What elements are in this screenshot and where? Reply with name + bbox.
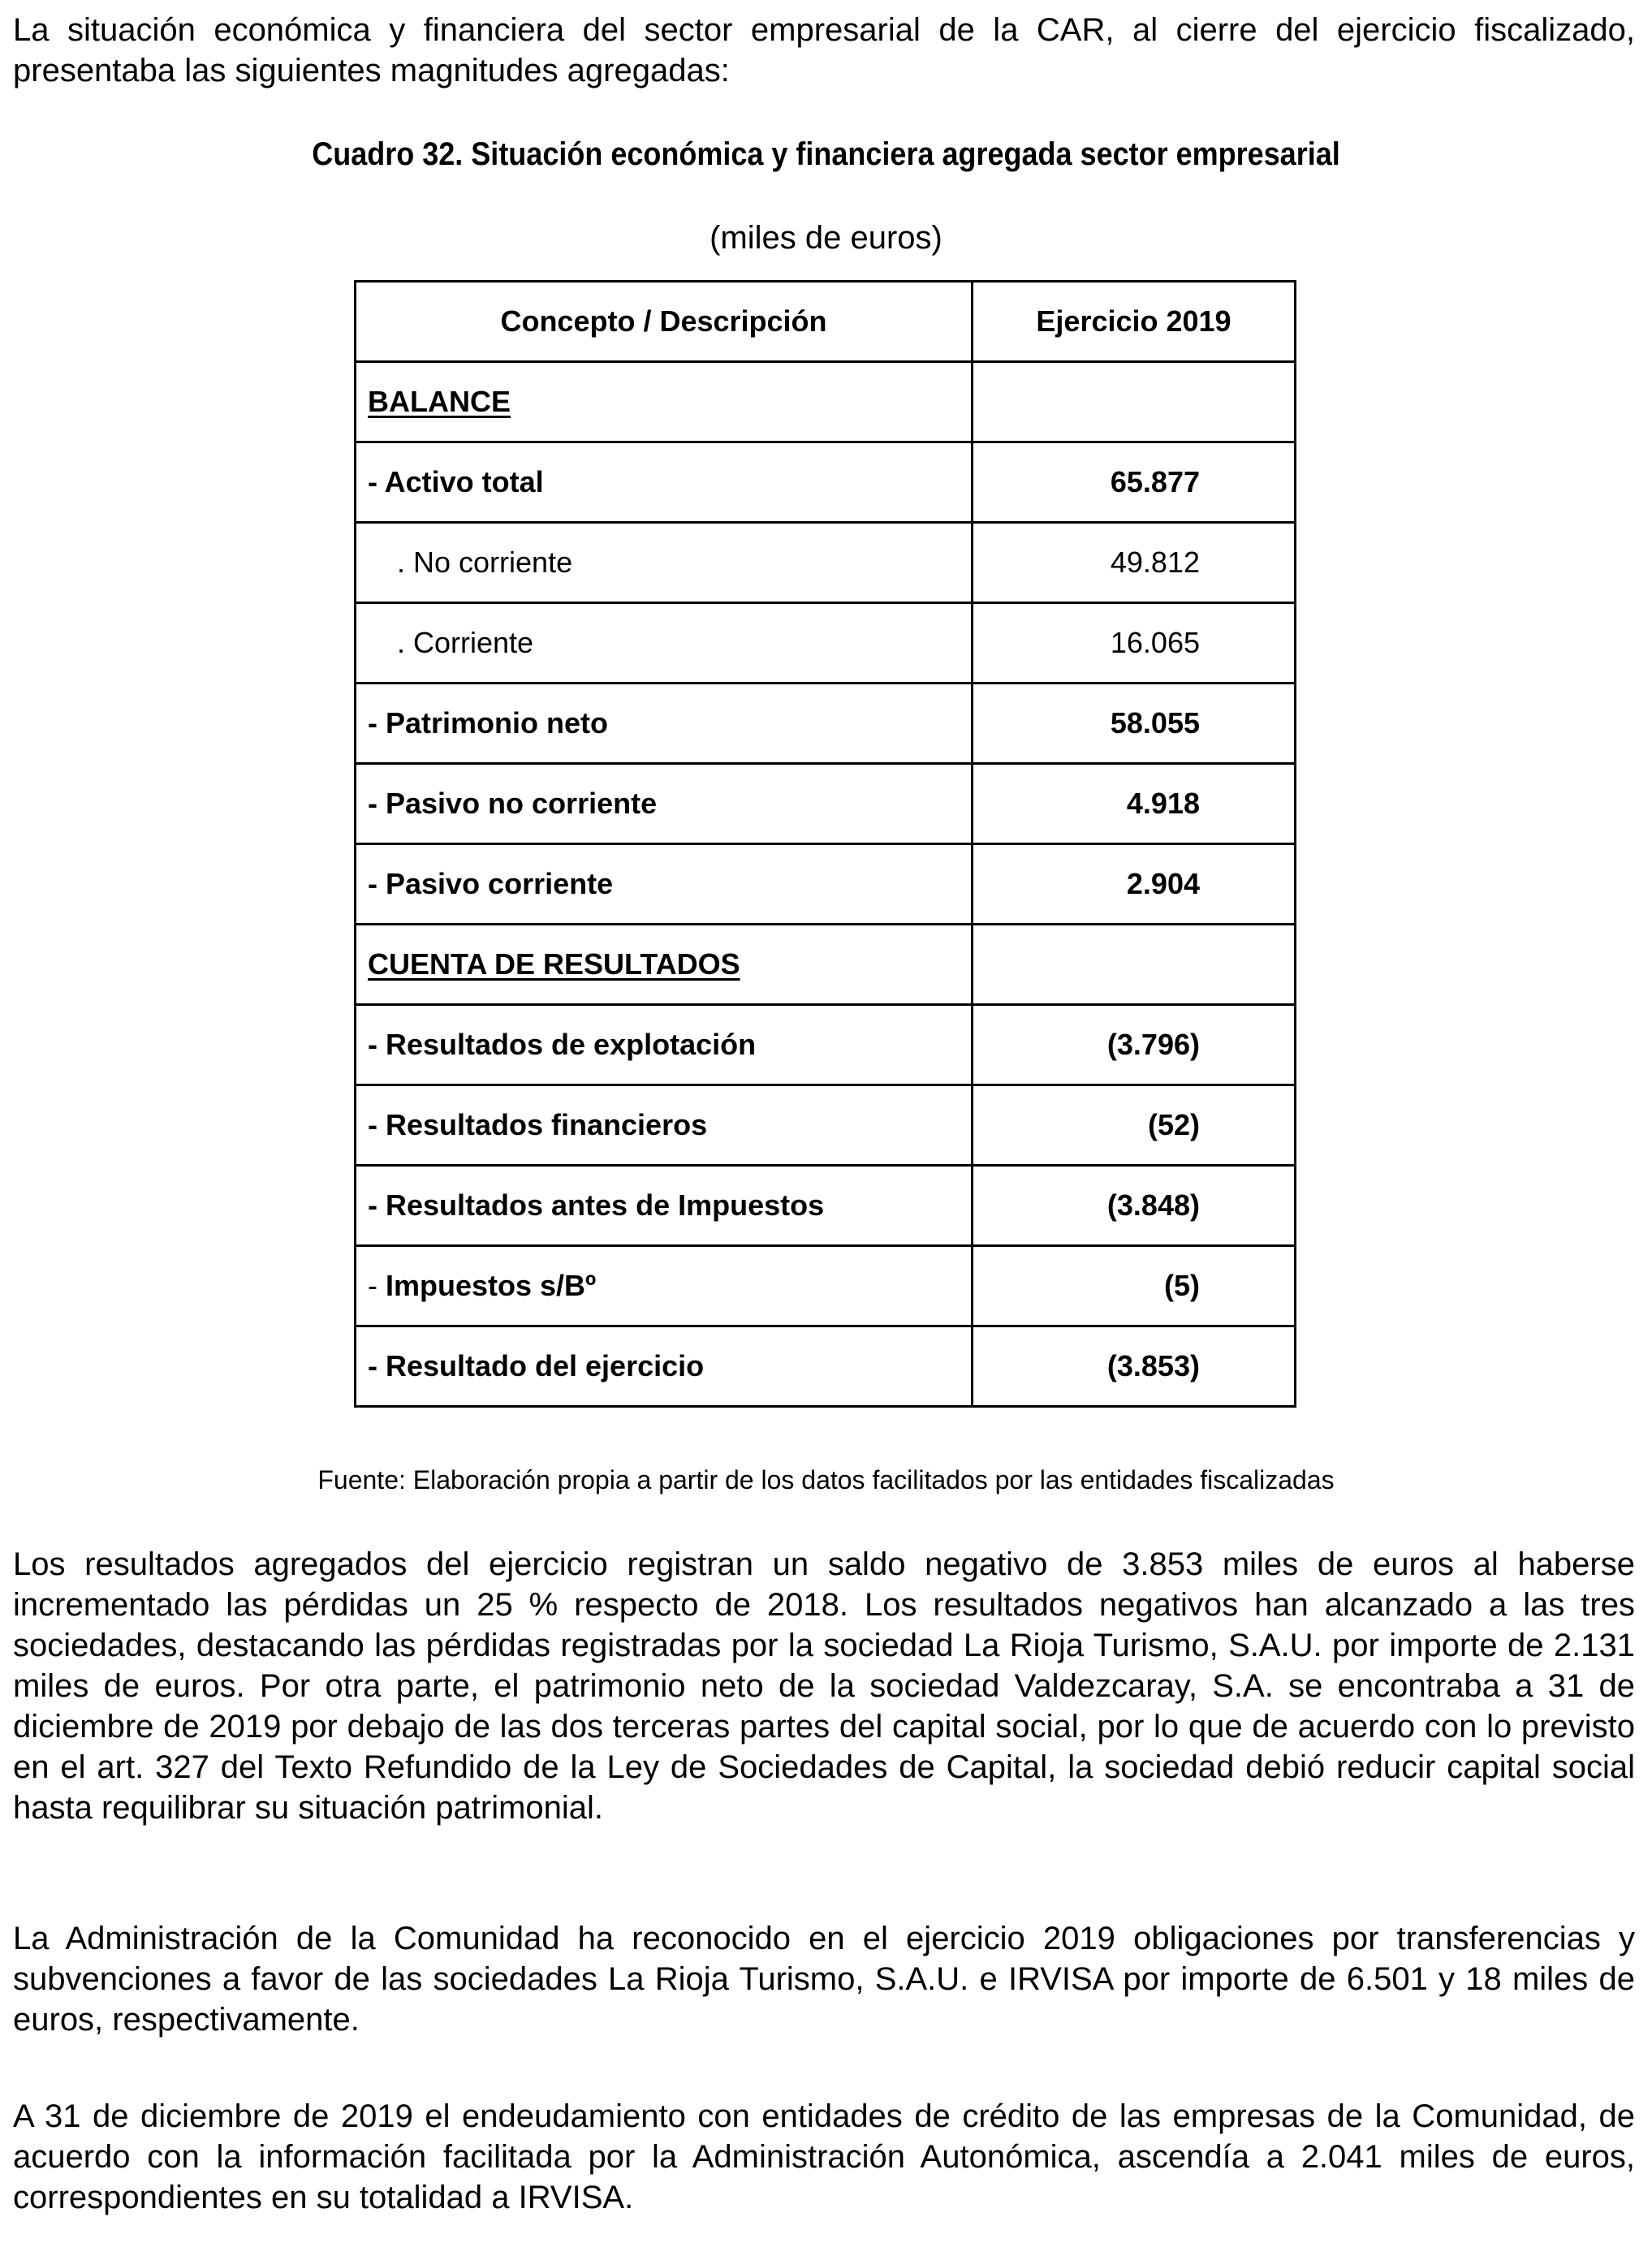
table-row <box>356 1166 1296 1246</box>
row-label: - Resultados financieros <box>356 1085 973 1166</box>
table-header-row <box>356 282 1296 362</box>
header-concepto: Concepto / Descripción <box>356 282 973 362</box>
table-units: (miles de euros) <box>710 220 942 256</box>
body-paragraph: Los resultados agregados del ejercicio registran un saldo negativo de 3.853 miles de euros al haberse incrementado las pérdidas un 25 % respecto de 2018. Los resultados negativos han alcanzado a las tres sociedades, destacando las pérdidas registradas por la sociedad La Rioja Turismo, S.A.U. por importe de 2.131 miles de euros. Por otra parte, el patrimonio neto de la sociedad Valdezcaray, S.A. se encontraba a 31 de diciembre de 2019 por debajo de las dos terceras partes del capital social, por lo que de acuerdo con lo previsto en el art. 327 del Texto Refundido de la Ley de Sociedades de Capital, la sociedad debió reducir capital social hasta requilibrar su situación patrimonial. <box>13 1546 1635 1826</box>
section-heading-resultados: CUENTA DE RESULTADOS <box>368 947 740 981</box>
table-title: Cuadro 32. Situación económica y financiera agregada sector empresarial <box>312 136 1340 172</box>
row-label: - Patrimonio neto <box>356 684 973 764</box>
table-row <box>356 925 1296 1005</box>
row-label: - Resultados de explotación <box>356 1005 973 1085</box>
row-value: (3.853) <box>973 1326 1296 1407</box>
row-value: 49.812 <box>973 523 1296 603</box>
table-row <box>356 362 1296 442</box>
row-value <box>973 925 1296 1005</box>
row-value: (3.796) <box>973 1005 1296 1085</box>
row-value: 2.904 <box>973 844 1296 925</box>
header-ejercicio: Ejercicio 2019 <box>973 282 1296 362</box>
body-paragraph: A 31 de diciembre de 2019 el endeudamiento con entidades de crédito de las empresas de la Comunidad, de acuerdo con la información facilitada por la Administración Autonómica, ascendía a 2.041 miles de euros, correspondientes en su totalidad a IRVISA. <box>13 2098 1635 2215</box>
table-source-note: Fuente: Elaboración propia a partir de los datos facilitados por las entidades fiscalizadas <box>317 1465 1335 1494</box>
row-label: - Pasivo corriente <box>356 844 973 925</box>
row-value: (52) <box>973 1085 1296 1166</box>
table-row <box>356 684 1296 764</box>
section-heading-balance: BALANCE <box>368 385 511 418</box>
table-row <box>356 1005 1296 1085</box>
row-value: (5) <box>973 1246 1296 1326</box>
table-row <box>356 603 1296 684</box>
row-label: - Pasivo no corriente <box>356 764 973 844</box>
row-label: . Corriente <box>356 603 973 684</box>
row-value: 4.918 <box>973 764 1296 844</box>
row-label: - Resultado del ejercicio <box>356 1326 973 1407</box>
row-label: - Resultados antes de Impuestos <box>356 1166 973 1246</box>
row-label-prefix: - <box>368 1269 386 1302</box>
row-value <box>973 362 1296 442</box>
body-paragraph: La Administración de la Comunidad ha reconocido en el ejercicio 2019 obligaciones por transferencias y subvenciones a favor de las sociedades La Rioja Turismo, S.A.U. e IRVISA por importe de 6.501 y 18 miles de euros, respectivamente. <box>13 1921 1635 2038</box>
row-label: Impuestos s/Bº <box>386 1269 597 1302</box>
row-value: 58.055 <box>973 684 1296 764</box>
intro-paragraph: La situación económica y financiera del sector empresarial de la CAR, al cierre del ejercicio fiscalizado, presentaba las siguientes magnitudes agregadas: <box>13 12 1635 88</box>
row-label: - Activo total <box>356 442 973 523</box>
table-row <box>356 523 1296 603</box>
table-row <box>356 764 1296 844</box>
row-value: 65.877 <box>973 442 1296 523</box>
table-row <box>356 1085 1296 1166</box>
table-row <box>356 1246 1296 1326</box>
row-value: 16.065 <box>973 603 1296 684</box>
table-row <box>356 1326 1296 1407</box>
table-row <box>356 844 1296 925</box>
row-label: . No corriente <box>356 523 973 603</box>
table-row <box>356 442 1296 523</box>
row-value: (3.848) <box>973 1166 1296 1246</box>
financial-table <box>354 280 1296 1408</box>
